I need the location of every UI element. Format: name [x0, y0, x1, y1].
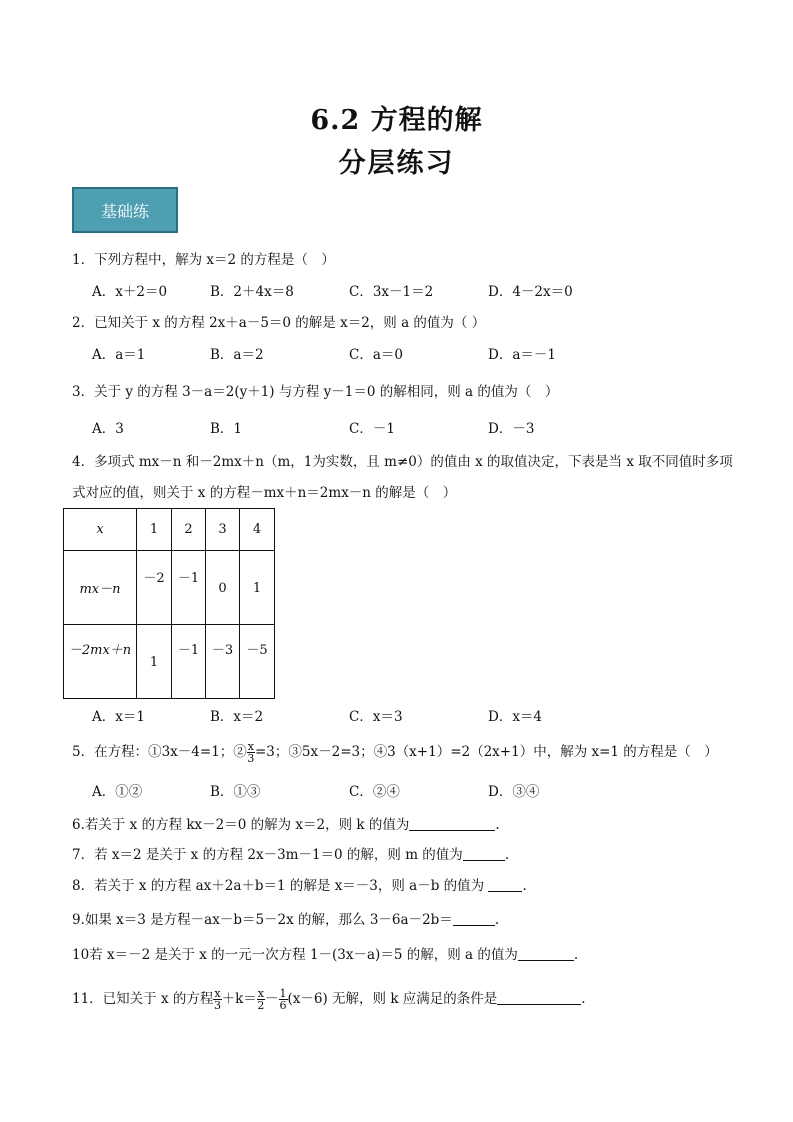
question-6-stem: 6.若关于 x 的方程 kx－2＝0 的解为 x＝2，则 k 的值为 — [72, 817, 410, 833]
question-5-prefix: 5．在方程：①3x－4=1；② — [72, 744, 247, 760]
fraction-numerator: x — [257, 987, 264, 1000]
option-b: B．x＝2 — [210, 709, 264, 725]
fraction-denominator: 3 — [213, 999, 221, 1012]
table-header-cell: 2 — [172, 509, 206, 551]
option-d: D．－3 — [488, 421, 535, 437]
fraction-numerator: x — [247, 740, 254, 753]
table-row — [64, 625, 275, 699]
question-11 — [72, 988, 586, 1011]
answer-blank[interactable] — [409, 816, 495, 831]
table-cell: －1 — [172, 625, 206, 699]
answer-blank[interactable] — [518, 946, 574, 961]
page-subtitle: 分层练习 — [338, 148, 455, 179]
answer-blank[interactable] — [463, 846, 505, 861]
option-d: D．4－2x＝0 — [488, 284, 573, 300]
question-10-stem: 10若 x＝－2 是关于 x 的一元一次方程 1－(3x－a)＝5 的解，则 a 的值为 — [72, 947, 518, 963]
fraction — [257, 988, 265, 1011]
table-cell: －2 — [137, 551, 172, 625]
option-d: D．a＝－1 — [488, 347, 556, 363]
fraction-numerator: x — [214, 987, 221, 1000]
fraction-denominator: 6 — [279, 999, 287, 1012]
option-b: B．①③ — [210, 784, 261, 800]
option-a: A．①② — [92, 784, 143, 800]
table-cell: 1 — [240, 551, 275, 625]
option-a: A．x＝1 — [92, 709, 145, 725]
question-7-end: . — [504, 847, 510, 863]
option-c: C．②④ — [349, 784, 400, 800]
question-6-end: . — [495, 817, 500, 833]
question-8-stem: 8．若关于 x 的方程 ax＋2a＋b＝1 的解是 x＝－3，则 a－b 的值为 — [72, 878, 485, 894]
option-b: B．2＋4x＝8 — [210, 284, 294, 300]
question-11-prefix: 11．已知关于 x 的方程 — [72, 991, 214, 1007]
question-10-end: . — [573, 947, 579, 963]
question-7 — [72, 845, 509, 865]
table-header-cell: 1 — [137, 509, 172, 551]
question-5-suffix: =3；③5x－2=3；④3（x+1）=2（2x+1）中，解为 x=1 的方程是（ ） — [255, 744, 718, 760]
table-cell: －1 — [172, 551, 206, 625]
question-4-line-2: 式对应的值，则关于 x 的方程－mx＋n＝2mx－n 的解是（ ） — [72, 485, 457, 501]
question-9-end: . — [494, 912, 500, 928]
question-9 — [72, 910, 499, 930]
question-9-stem: 9.如果 x＝3 是方程－ax－b＝5－2x 的解，那么 3－6a－2b＝ — [72, 912, 453, 928]
section-badge: 基础练 — [72, 187, 178, 233]
fraction — [279, 988, 288, 1011]
fraction-denominator: 3 — [247, 752, 255, 765]
page-title: 6.2 方程的解 — [310, 105, 483, 136]
option-c: C．－1 — [349, 421, 395, 437]
question-11-mid-1: ＋k＝ — [221, 991, 257, 1007]
fraction — [213, 988, 221, 1011]
option-a: A．a＝1 — [92, 347, 146, 363]
question-1: 1．下列方程中，解为 x＝2 的方程是（ ） — [72, 252, 335, 268]
table-header-row — [64, 509, 275, 551]
question-8 — [72, 876, 527, 896]
question-6 — [72, 815, 500, 835]
option-c: C．3x－1＝2 — [349, 284, 434, 300]
table-cell: －5 — [240, 625, 275, 699]
fraction — [247, 741, 255, 764]
option-a: A．x＋2＝0 — [92, 284, 168, 300]
table-row — [64, 551, 275, 625]
table-header-cell: 3 — [206, 509, 240, 551]
question-11-suffix: (x－6) 无解，则 k 应满足的条件是 — [287, 991, 498, 1007]
table-cell: mx－n — [64, 551, 137, 625]
option-d: D．③④ — [488, 784, 540, 800]
question-4-line-1: 4．多项式 mx－n 和－2mx＋n（m，1为实数，且 m≠0）的值由 x 的取值决定，下表是当 x 取不同值时多项 — [72, 454, 733, 470]
table-cell: 1 — [137, 625, 172, 699]
question-3: 3．关于 y 的方程 3－a＝2(y＋1) 与方程 y－1＝0 的解相同，则 a 的值为（ ） — [72, 384, 559, 400]
table-cell: －2mx＋n — [64, 625, 137, 699]
table-cell: －3 — [206, 625, 240, 699]
table-header-cell: 4 — [240, 509, 275, 551]
option-c: C．a＝0 — [349, 347, 403, 363]
answer-blank[interactable] — [488, 877, 522, 892]
question-11-end: . — [581, 991, 586, 1007]
answer-blank[interactable] — [497, 990, 581, 1005]
question-11-mid-2: － — [265, 991, 279, 1007]
option-a: A．3 — [92, 421, 124, 437]
table-cell: 0 — [206, 551, 240, 625]
fraction-numerator: 1 — [279, 987, 287, 1000]
option-c: C．x＝3 — [349, 709, 403, 725]
question-10 — [72, 945, 578, 965]
fraction-denominator: 2 — [257, 999, 265, 1012]
option-b: B．1 — [210, 421, 243, 437]
option-b: B．a＝2 — [210, 347, 264, 363]
table-header-cell: x — [64, 509, 137, 551]
value-table — [63, 508, 275, 699]
option-d: D．x＝4 — [488, 709, 543, 725]
answer-blank[interactable] — [453, 911, 495, 926]
question-2: 2．已知关于 x 的方程 2x＋a－5＝0 的解是 x＝2，则 a 的值为（ ） — [72, 315, 486, 331]
question-7-stem: 7．若 x＝2 是关于 x 的方程 2x－3m－1＝0 的解，则 m 的值为 — [72, 847, 463, 863]
question-5 — [72, 741, 718, 764]
question-8-end: . — [522, 878, 527, 894]
